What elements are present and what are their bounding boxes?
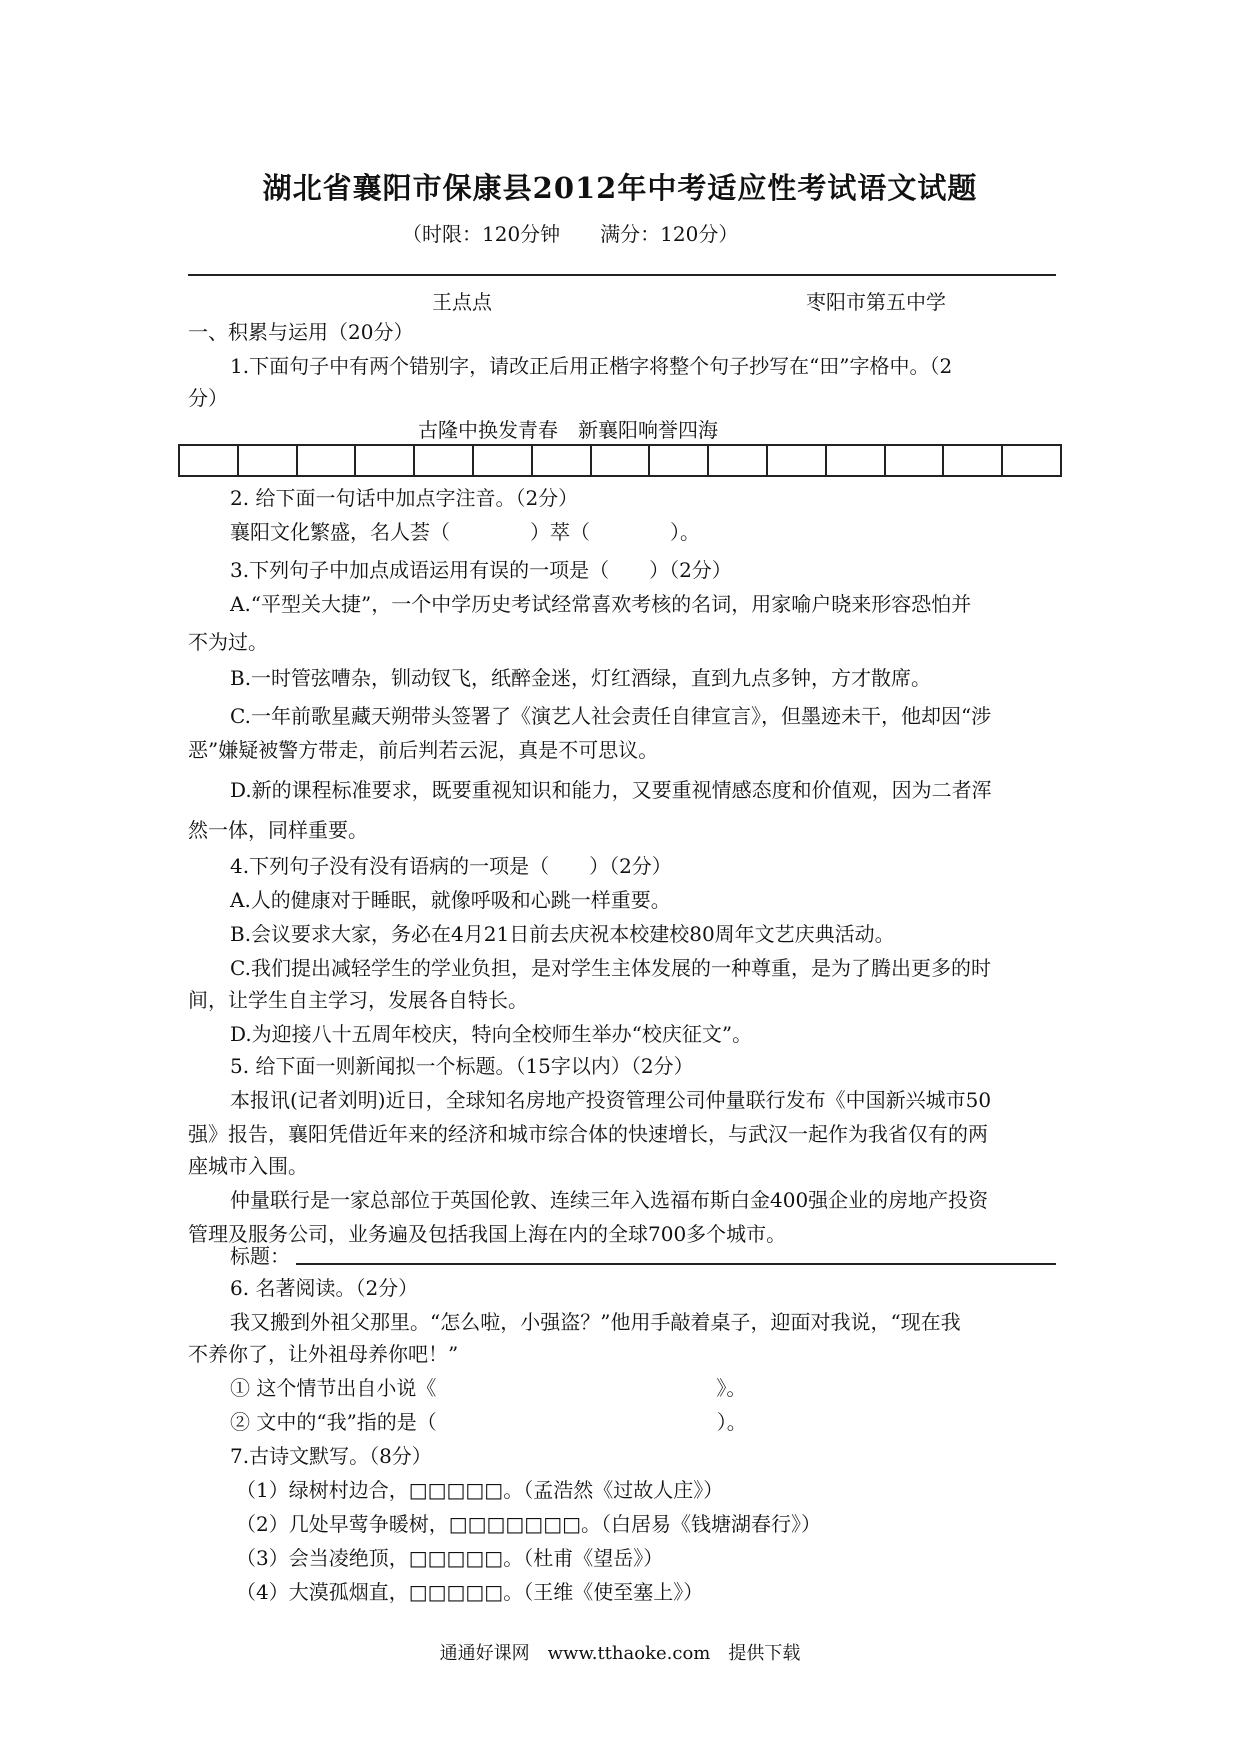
q5-news-p1: 本报讯(记者刘明)近日，全球知名房地产投资管理公司仲量联行发布《中国新兴城市50 bbox=[230, 1088, 992, 1112]
q5-stem: 5. 给下面一则新闻拟一个标题。（15字以内）（2分） bbox=[230, 1054, 694, 1078]
q5-news-p1-end: 座城市入围。 bbox=[188, 1154, 308, 1178]
q1-stem-cont: 分） bbox=[188, 386, 228, 410]
grid-cell[interactable] bbox=[827, 446, 886, 475]
q4-stem: 4.下列句子没有没有语病的一项是（ ）（2分） bbox=[230, 854, 672, 878]
page-title: 湖北省襄阳市保康县2012年中考适应性考试语文试题 bbox=[262, 171, 978, 205]
q2-body: 襄阳文化繁盛，名人荟（ ）萃（ ）。 bbox=[230, 520, 700, 544]
grid-cell[interactable] bbox=[709, 446, 768, 475]
grid-cell[interactable] bbox=[650, 446, 709, 475]
title-answer-line[interactable] bbox=[296, 1263, 1056, 1265]
grid-cell[interactable] bbox=[298, 446, 357, 475]
grid-cell[interactable] bbox=[944, 446, 1003, 475]
q4-option-d: D.为迎接八十五周年校庆，特向全校师生举办“校庆征文”。 bbox=[230, 1022, 753, 1046]
grid-cell[interactable] bbox=[415, 446, 474, 475]
q3-option-d: D.新的课程标准要求，既要重视知识和能力，又要重视情感态度和价值观，因为二者浑 bbox=[230, 778, 992, 802]
q5-news-p2-cont: 管理及服务公司，业务遍及包括我国上海在内的全球700多个城市。 bbox=[188, 1222, 787, 1246]
q3-stem: 3.下列句子中加点成语运用有误的一项是（ ）（2分） bbox=[230, 558, 732, 582]
q4-option-b: B.会议要求大家，务必在4月21日前去庆祝本校建校80周年文艺庆典活动。 bbox=[230, 922, 895, 946]
grid-cell[interactable] bbox=[356, 446, 415, 475]
q2-stem: 2. 给下面一句话中加点字注音。（2分） bbox=[230, 486, 579, 510]
q3-option-a: A.“平型关大捷”，一个中学历史考试经常喜欢考核的名词，用家喻户晓来形容恐怕并 bbox=[230, 592, 972, 616]
grid-cell[interactable] bbox=[768, 446, 827, 475]
q7-line4: （4）大漠孤烟直，□□□□□。（王维《使至塞上》） bbox=[236, 1580, 704, 1604]
q1-sentence: 古隆中换发青春 新襄阳响誉四海 bbox=[418, 418, 718, 442]
grid-cell[interactable] bbox=[239, 446, 298, 475]
author-name: 王点点 bbox=[432, 290, 492, 314]
section-heading: 一、积累与运用（20分） bbox=[188, 320, 414, 344]
q3-option-b: B.一时管弦嘈杂，钏动钗飞，纸醉金迷，灯红酒绿，直到九点多钟，方才散席。 bbox=[230, 666, 932, 690]
q7-line1: （1）绿树村边合，□□□□□。（孟浩然《过故人庄》） bbox=[236, 1478, 724, 1502]
q3-option-d-cont: 然一体，同样重要。 bbox=[188, 818, 368, 842]
q7-line2: （2）几处早莺争暖树，□□□□□□□。（白居易《钱塘湖春行》） bbox=[236, 1512, 821, 1536]
q7-line3: （3）会当凌绝顶，□□□□□。（杜甫《望岳》） bbox=[236, 1546, 664, 1570]
q4-option-c: C.我们提出减轻学生的学业负担，是对学生主体发展的一种尊重，是为了腾出更多的时 bbox=[230, 956, 991, 980]
grid-cell[interactable] bbox=[592, 446, 651, 475]
q3-option-c: C.一年前歌星藏天朔带头签署了《演艺人社会责任自律宣言》，但墨迹未干，他却因“涉 bbox=[230, 704, 992, 728]
grid-cell[interactable] bbox=[886, 446, 945, 475]
q7-stem: 7.古诗文默写。（8分） bbox=[230, 1444, 432, 1468]
footer-source: 通通好课网 www.tthaoke.com 提供下载 bbox=[439, 1643, 801, 1664]
grid-cell[interactable] bbox=[1003, 446, 1060, 475]
grid-cell[interactable] bbox=[474, 446, 533, 475]
q6-sub2: ② 文中的“我”指的是（ ）。 bbox=[230, 1410, 747, 1434]
q4-option-c-cont: 间，让学生自主学习，发展各自特长。 bbox=[188, 988, 528, 1012]
grid-cell[interactable] bbox=[533, 446, 592, 475]
q5-news-p1-cont: 强》报告，襄阳凭借近年来的经济和城市综合体的快速增长，与武汉一起作为我省仅有的两 bbox=[188, 1122, 988, 1146]
q6-stem: 6. 名著阅读。（2分） bbox=[230, 1276, 419, 1300]
q6-passage-cont: 不养你了，让外祖母养你吧！” bbox=[188, 1342, 459, 1366]
tian-grid[interactable] bbox=[178, 444, 1062, 477]
header-rule bbox=[188, 274, 1056, 276]
q3-option-c-cont: 恶”嫌疑被警方带走，前后判若云泥，真是不可思议。 bbox=[188, 738, 659, 762]
q4-option-a: A.人的健康对于睡眠，就像呼吸和心跳一样重要。 bbox=[230, 888, 671, 912]
grid-cell[interactable] bbox=[180, 446, 239, 475]
q5-title-label: 标题： bbox=[230, 1244, 290, 1268]
q5-news-p2: 仲量联行是一家总部位于英国伦敦、连续三年入选福布斯白金400强企业的房地产投资 bbox=[230, 1188, 989, 1212]
school-name: 枣阳市第五中学 bbox=[806, 290, 946, 314]
q1-stem: 1.下面句子中有两个错别字，请改正后用正楷字将整个句子抄写在“田”字格中。（2 bbox=[230, 354, 953, 378]
exam-info: （时限：120分钟 满分：120分） bbox=[402, 222, 739, 246]
q6-passage: 我又搬到外祖父那里。“怎么啦，小强盗？”他用手敲着桌子，迎面对我说，“现在我 bbox=[230, 1310, 961, 1334]
q3-option-a-cont: 不为过。 bbox=[188, 630, 268, 654]
q6-sub1: ① 这个情节出自小说《 》。 bbox=[230, 1376, 747, 1400]
